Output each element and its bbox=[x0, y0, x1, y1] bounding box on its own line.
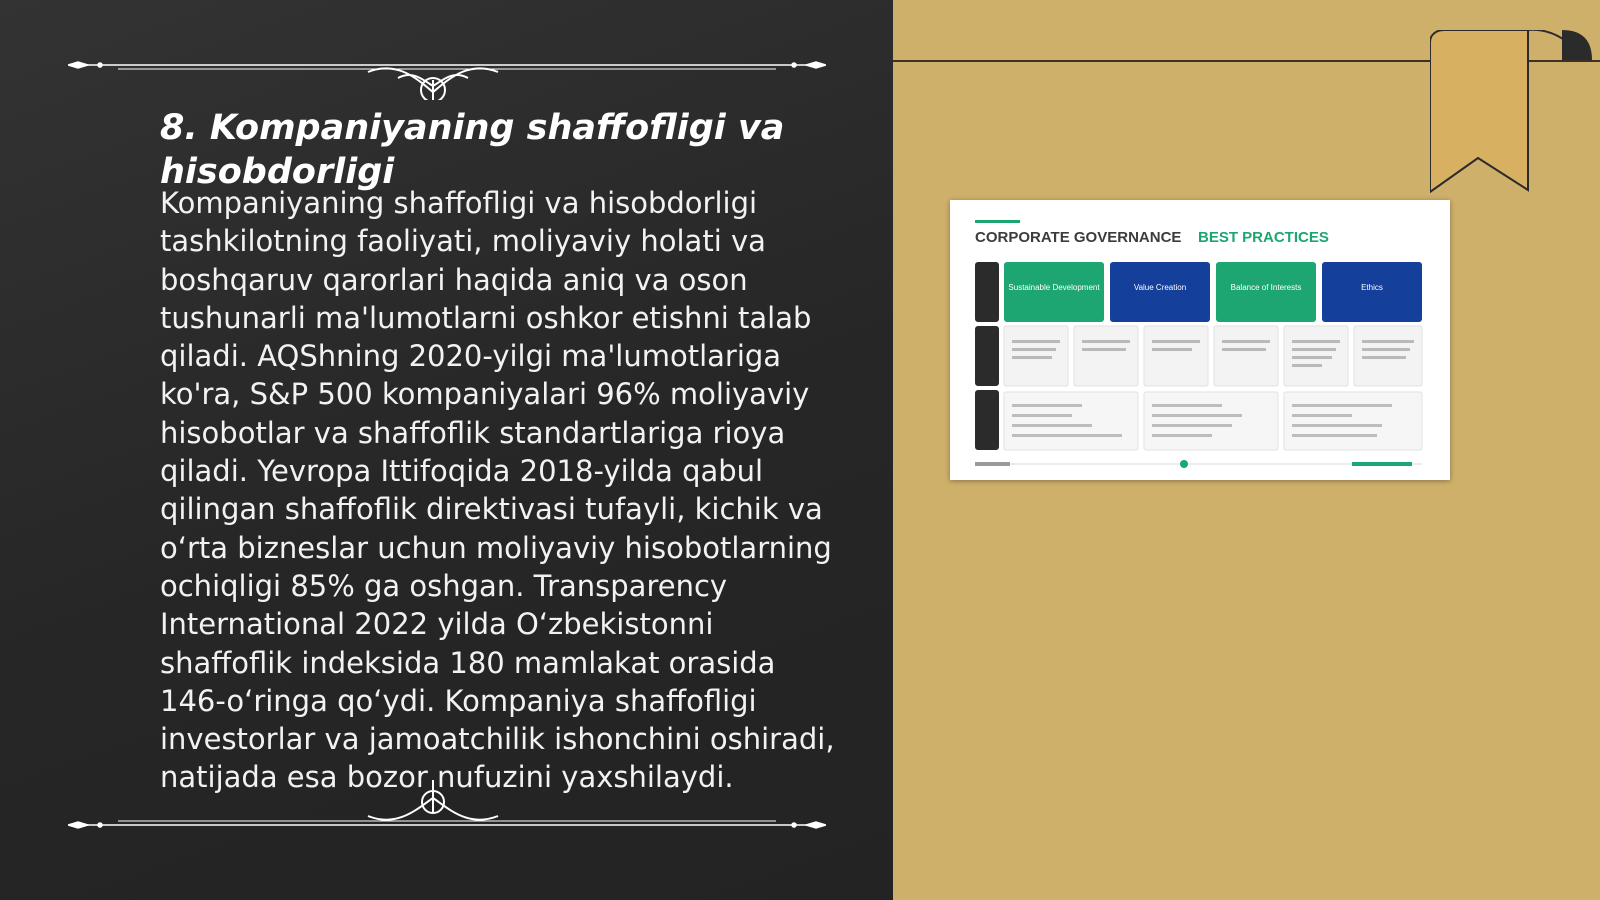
infographic-title-part1: CORPORATE GOVERNANCE bbox=[975, 229, 1182, 246]
pillar-1-label: Sustainable Development bbox=[1008, 283, 1100, 292]
pillar-4 bbox=[1322, 262, 1422, 322]
title-accent-bar bbox=[975, 220, 1020, 223]
ornament-divider-top bbox=[68, 40, 826, 100]
slide-body-text: Kompaniyaning shaffofligi va hisobdorligi tashkilotning faoliyati, moliyaviy holati va boshqaruv qarorlari haqida aniq va oson tushunarli ma'lumotlarni oshkor etishni talab qiladi. AQShning 2020-yilgi ma'lumotlariga ko'ra, S&P 500 kompaniyalari 96% moliyaviy hisobotlar va shaffoflik standartlariga rioya qiladi. Yevropa Ittifoqida 2018-yilda qabul qilingan shaffoflik direktivasi tufayli, kichik va o‘rta bizneslar uchun moliyaviy hisobotlarning ochiqligi 85% ga oshgan. Transparency International 2022 yilda O‘zbekistonni shaffoflik indeksida 180 mamlakat orasida 146-o‘ringa qo‘ydi. Kompaniya shaffofligi investorlar va jamoatchilik ishonchini oshiradi, natijada esa bozor nufuzini yaxshilaydi. bbox=[160, 186, 835, 795]
pillar-3-label: Balance of Interests bbox=[1230, 283, 1302, 292]
pillar-2-label: Value Creation bbox=[1133, 283, 1187, 292]
governance-infographic-image bbox=[950, 200, 1450, 480]
infographic-title-part2: BEST PRACTICES bbox=[1198, 229, 1329, 246]
pillar-3 bbox=[1216, 262, 1316, 322]
pillar-4-label: Ethics bbox=[1361, 283, 1383, 292]
bookmark-ribbon-icon bbox=[1430, 30, 1600, 200]
pillar-1 bbox=[1004, 262, 1104, 322]
slide-title: 8. Kompaniyaning shaffofligi va hisobdorligi bbox=[160, 108, 785, 192]
pillar-2 bbox=[1110, 262, 1210, 322]
